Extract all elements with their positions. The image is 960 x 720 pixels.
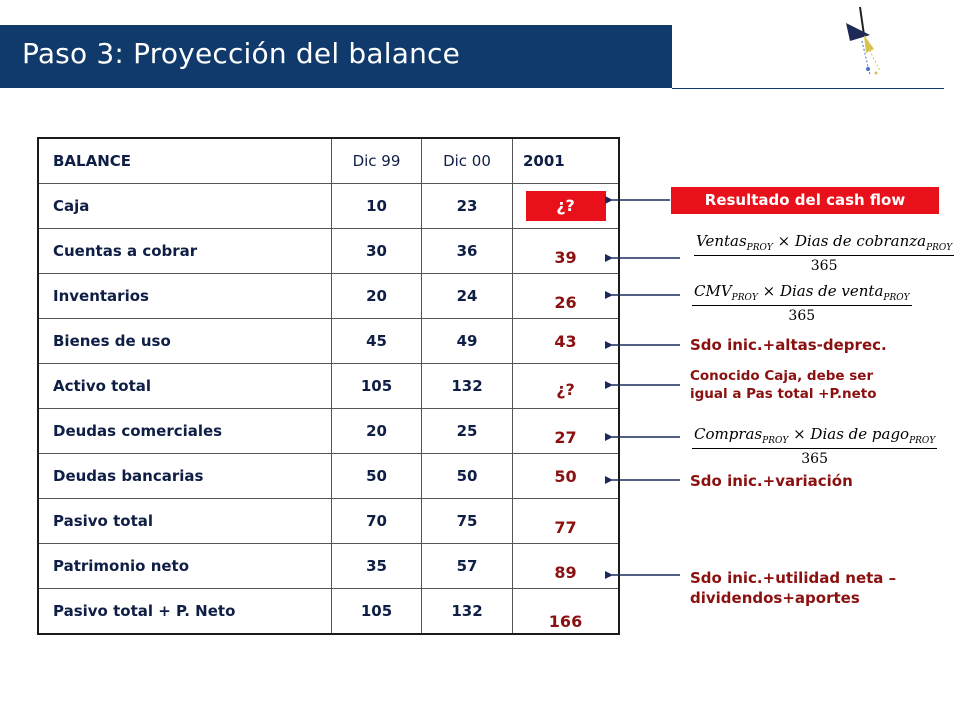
- note-line: Conocido Caja, debe ser: [690, 368, 874, 384]
- table-row: [38, 274, 619, 319]
- table-row: [38, 229, 619, 274]
- table-row: [38, 544, 619, 589]
- row-label: Pasivo total + P. Neto: [38, 589, 332, 635]
- cell-dic00: 57: [422, 544, 513, 589]
- title-bar: [0, 25, 672, 88]
- cell-dic99: 45: [332, 319, 422, 364]
- table-row: [38, 409, 619, 454]
- note-deudas-bancarias: Sdo inic.+variación: [690, 472, 853, 490]
- cell-2001: [513, 409, 620, 454]
- table-row: [38, 319, 619, 364]
- formula-cuentas-cobrar: [694, 232, 954, 274]
- cell-dic99: 70: [332, 499, 422, 544]
- cell-2001: [513, 319, 620, 364]
- note-patrimonio: [690, 568, 896, 608]
- note-line: igual a Pas total +P.neto: [690, 386, 877, 402]
- row-label: Deudas comerciales: [38, 409, 332, 454]
- cell-dic99: 105: [332, 589, 422, 635]
- row-label: Cuentas a cobrar: [38, 229, 332, 274]
- header-balance: BALANCE: [38, 138, 332, 184]
- cell-dic00: 132: [422, 589, 513, 635]
- note-line: dividendos+aportes: [690, 589, 860, 607]
- row-label: Bienes de uso: [38, 319, 332, 364]
- cell-dic99: 35: [332, 544, 422, 589]
- cash-unknown-box: ¿?: [526, 191, 606, 221]
- row-label: Patrimonio neto: [38, 544, 332, 589]
- cell-2001: [513, 274, 620, 319]
- cell-dic99: 20: [332, 409, 422, 454]
- header-2001: 2001: [513, 138, 620, 184]
- formula-denominator: 365: [801, 451, 828, 467]
- formula-denominator: 365: [810, 258, 838, 274]
- cell-dic00: 25: [422, 409, 513, 454]
- cell-dic99: 20: [332, 274, 422, 319]
- proj-value: 27: [554, 427, 577, 447]
- title-underline: [672, 88, 944, 89]
- table-header-row: [38, 138, 619, 184]
- cell-2001: [513, 184, 620, 229]
- cell-dic00: 50: [422, 454, 513, 499]
- proj-value: 77: [554, 517, 577, 537]
- table-row: [38, 454, 619, 499]
- page-title: Paso 3: Proyección del balance: [22, 37, 461, 70]
- cell-dic99: 30: [332, 229, 422, 274]
- proj-value: 50: [554, 466, 577, 486]
- cell-dic00: 24: [422, 274, 513, 319]
- formula-deudas-comerciales: [692, 425, 937, 467]
- cell-2001: [513, 364, 620, 409]
- cell-2001: [513, 454, 620, 499]
- formula-denominator: 365: [788, 308, 816, 324]
- note-bienes-uso: Sdo inic.+altas-deprec.: [690, 336, 887, 354]
- formula-numerator: Ventas$_{PROY}$ × Dias de cobranza$_{PROY}$: [694, 232, 954, 256]
- cell-dic99: 10: [332, 184, 422, 229]
- table-row: [38, 589, 619, 635]
- cell-dic00: 49: [422, 319, 513, 364]
- header-dic00: Dic 00: [422, 138, 513, 184]
- cell-dic99: 50: [332, 454, 422, 499]
- row-label: Inventarios: [38, 274, 332, 319]
- proj-value: 39: [554, 247, 577, 267]
- proj-value: 166: [548, 611, 583, 631]
- cell-dic00: 132: [422, 364, 513, 409]
- table-row: [38, 364, 619, 409]
- cell-2001: [513, 229, 620, 274]
- cell-2001: [513, 499, 620, 544]
- formula-numerator: $CMV_{PROY}$ × Dias de venta$_{PROY}$: [692, 282, 912, 306]
- row-label: Pasivo total: [38, 499, 332, 544]
- cell-2001: [513, 544, 620, 589]
- proj-value: ¿?: [556, 379, 575, 399]
- proj-value: 26: [554, 292, 577, 312]
- row-label: Caja: [38, 184, 332, 229]
- proj-value: 89: [554, 562, 577, 582]
- cell-dic00: 36: [422, 229, 513, 274]
- proj-value: 43: [554, 331, 577, 351]
- note-activo-total: [690, 367, 877, 403]
- cell-dic99: 105: [332, 364, 422, 409]
- logo-icon: [840, 5, 890, 80]
- header-dic99: Dic 99: [332, 138, 422, 184]
- formula-numerator: Compras$_{PROY}$ × Dias de pago$_{PROY}$: [692, 425, 937, 449]
- cash-flow-label: Resultado del cash flow: [671, 187, 939, 214]
- table-row: [38, 499, 619, 544]
- row-label: Deudas bancarias: [38, 454, 332, 499]
- note-line: Sdo inic.+utilidad neta –: [690, 569, 897, 587]
- cell-dic00: 23: [422, 184, 513, 229]
- formula-inventarios: [692, 282, 912, 324]
- cell-dic00: 75: [422, 499, 513, 544]
- balance-table: [37, 137, 620, 635]
- table-row: [38, 184, 619, 229]
- row-label: Activo total: [38, 364, 332, 409]
- cell-2001: [513, 589, 620, 635]
